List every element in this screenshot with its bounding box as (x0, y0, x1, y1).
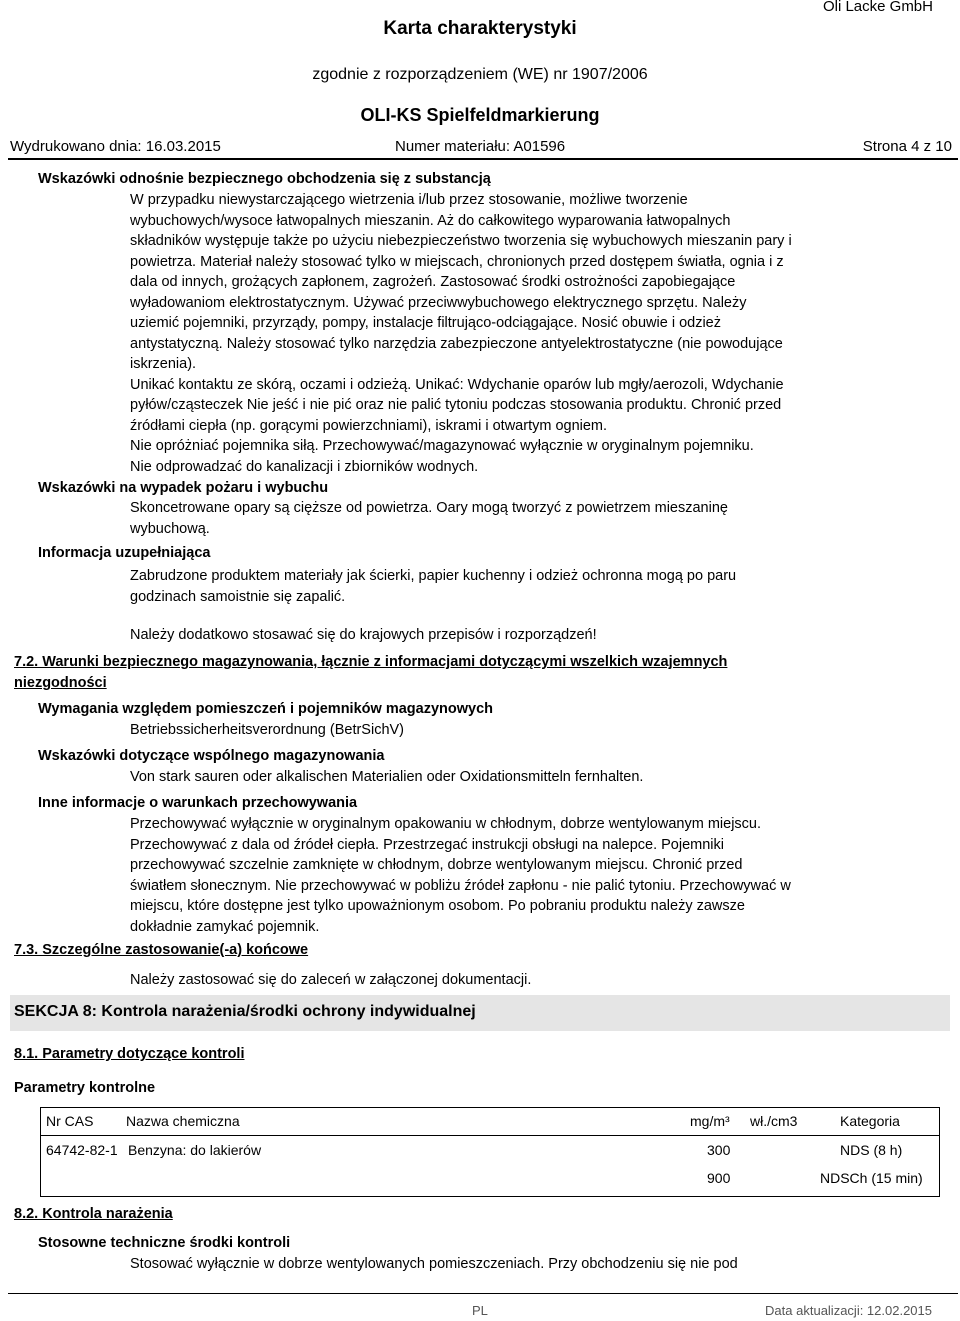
section-8-banner (10, 995, 950, 1031)
company-name: Oli Lacke GmbH (822, 0, 933, 15)
page-number: Strona 4 z 10 (862, 138, 952, 155)
fire-heading: Wskazówki na wypadek pożaru i wybuchu (38, 480, 329, 496)
joint-storage-heading: Wskazówki dotyczące wspólnego magazynowania (38, 748, 385, 764)
fire-text (130, 498, 728, 539)
footer-divider (8, 1293, 958, 1294)
print-date: Wydrukowano dnia: 16.03.2015 (10, 138, 221, 155)
storage-requirements-heading: Wymagania względem pomieszczeń i pojemników magazynowych (38, 701, 493, 717)
handling-text (130, 190, 792, 477)
text-line: miejscu, które dostępne jest tylko upoważnionym osobom. Po pobraniu produktu należy zawsze (130, 898, 745, 914)
text-line: wybuchową. (130, 520, 210, 537)
section-7-3-heading: 7.3. Szczególne zastosowanie(-a) końcowe (14, 942, 309, 958)
section-8-1-heading: 8.1. Parametry dotyczące kontroli (14, 1046, 245, 1062)
section-8-title: SEKCJA 8: Kontrola narażenia/środki ochrony indywidualnej (14, 1003, 476, 1020)
additional-text (130, 566, 736, 607)
handling-heading: Wskazówki odnośnie bezpiecznego obchodzenia się z substancją (38, 171, 491, 187)
text-line: powietrza. Materiał należy stosować tylko w miejscach, chronionych przed dostępem światła, ognia i z (130, 253, 784, 270)
text-line: wyładowaniom elektrostatycznym. Używać przeciwwybuchowego elektrycznego sprzętu. Należy (130, 294, 747, 311)
technical-controls-text: Stosować wyłącznie w dobrze wentylowanych pomieszczeniach. Przy obchodzeniu się nie pod (130, 1256, 738, 1272)
text-line: Przechowywać wyłącznie w oryginalnym opakowaniu w chłodnym, dobrze wentylowanym miejscu. (130, 816, 762, 832)
text-line: dala od innych, grożących zapłonem, zagrożeń. Zastosować środki ostrożności zapobiegające (130, 274, 736, 290)
section-7-2-heading-cont: niezgodności (14, 675, 107, 691)
text-line: W przypadku niewystarczającego wietrzenia i/lub przez stosowanie, możliwe tworzenie (130, 192, 688, 208)
text-line: źródłami ciepła (np. gorącymi powierzchniami), iskrami i otwartym ogniem. (130, 417, 608, 434)
text-line: Skoncetrowane opary są cięższe od powietrza. Oary mogą tworzyć z powietrzem mieszaninę (130, 500, 728, 516)
col-header-wl: wł./cm3 (750, 1113, 798, 1129)
additional-note: Należy dodatkowo stosawać się do krajowych przepisów i rozporządzeń! (130, 627, 597, 643)
material-number: Numer materiału: A01596 (395, 138, 566, 155)
text-line: Nie odprowadzać do kanalizacji i zbiorników wodnych. (130, 458, 479, 475)
text-line: składników występuje także po użyciu niebezpieczeństwo tworzenia się wybuchowych mieszanin pary i (130, 233, 792, 249)
cell-cas: 64742-82-1 (46, 1142, 118, 1158)
additional-heading: Informacja uzupełniająca (38, 545, 211, 561)
other-storage-text (130, 814, 791, 937)
col-header-name: Nazwa chemiczna (126, 1113, 240, 1129)
col-header-category: Kategoria (840, 1113, 900, 1129)
section-8-2-heading: 8.2. Kontrola narażenia (14, 1206, 173, 1222)
col-header-cas: Nr CAS (46, 1113, 94, 1129)
joint-storage-text: Von stark sauren oder alkalischen Materialien oder Oxidationsmitteln fernhalten. (130, 769, 644, 785)
text-line: światłem słonecznym. Nie przechowywać w pobliżu źródeł zapłonu - nie palić tytoniu. Przechowywać w (130, 877, 791, 894)
exposure-limits-table (40, 1107, 940, 1197)
other-storage-heading: Inne informacje o warunkach przechowywania (38, 795, 358, 811)
cell-category: NDSCh (15 min) (820, 1170, 923, 1186)
technical-controls-heading: Stosowne techniczne środki kontroli (38, 1235, 291, 1251)
text-line: uziemić pojemniki, przyrządy, pompy, instalacje filtrująco-odciągające. Nosić obuwie i odzież (130, 315, 721, 331)
table-header-divider (40, 1135, 940, 1136)
section-7-3-text: Należy zastosować się do zaleceń w załączonej dokumentacji. (130, 972, 532, 988)
product-name: OLI-KS Spielfeldmarkierung (360, 105, 600, 125)
text-line: przechowywać szczelnie zamknięte w chłodnym, dobrze wentylowanym miejscu. Chronić przed (130, 857, 743, 873)
cell-mg: 900 (707, 1170, 731, 1186)
text-line: Unikać kontaktu ze skórą, oczami i odzieżą. Unikać: Wdychanie oparów lub mgły/aerozoli, Wdychanie (130, 376, 784, 393)
cell-category: NDS (8 h) (840, 1142, 903, 1158)
footer-update-date: Data aktualizacji: 12.02.2015 (765, 1303, 932, 1318)
document-title: Karta charakterystyki (383, 18, 577, 39)
cell-name: Benzyna: do lakierów (128, 1142, 262, 1158)
text-line: Przechowywać z dala od źródeł ciepła. Przestrzegać instrukcji obsługi na nalepce. Pojemniki (130, 836, 724, 853)
section-7-2-heading: 7.2. Warunki bezpiecznego magazynowania, łącznie z informacjami dotyczącymi wszelkich wzajemnych (14, 654, 728, 670)
footer-language: PL (472, 1303, 488, 1318)
text-line: Zabrudzone produktem materiały jak ścierki, papier kuchenny i odzież ochronna mogą po paru (130, 568, 737, 584)
text-line: godzinach samoistnie się zapalić. (130, 588, 346, 605)
storage-requirements-text: Betriebssicherheitsverordnung (BetrSichV) (130, 722, 405, 738)
header-divider (8, 158, 958, 160)
cell-mg: 300 (707, 1142, 731, 1158)
text-line: wybuchowych/wysoce łatwopalnych mieszanin. Aż do całkowitego wyparowania łatwopalnych (130, 212, 731, 229)
col-header-mg: mg/m³ (690, 1113, 730, 1129)
text-line: antystatyczną. Należy stosować tylko narzędzia zabezpieczone antyelektrostatyczne (nie powodujące (130, 335, 783, 352)
text-line: Nie opróżniać pojemnika siłą. Przechowywać/magazynować wyłącznie w oryginalnym pojemniku. (130, 438, 754, 454)
text-line: dokładnie zamykać pojemnik. (130, 918, 320, 935)
text-line: pyłów/cząsteczek Nie jeść i nie pić oraz nie palić tytoniu podczas stosowania produktu. Chronić przed (130, 397, 782, 413)
control-parameters-heading: Parametry kontrolne (14, 1080, 156, 1096)
regulation-reference: zgodnie z rozporządzeniem (WE) nr 1907/2006 (312, 66, 648, 83)
text-line: iskrzenia). (130, 356, 197, 372)
